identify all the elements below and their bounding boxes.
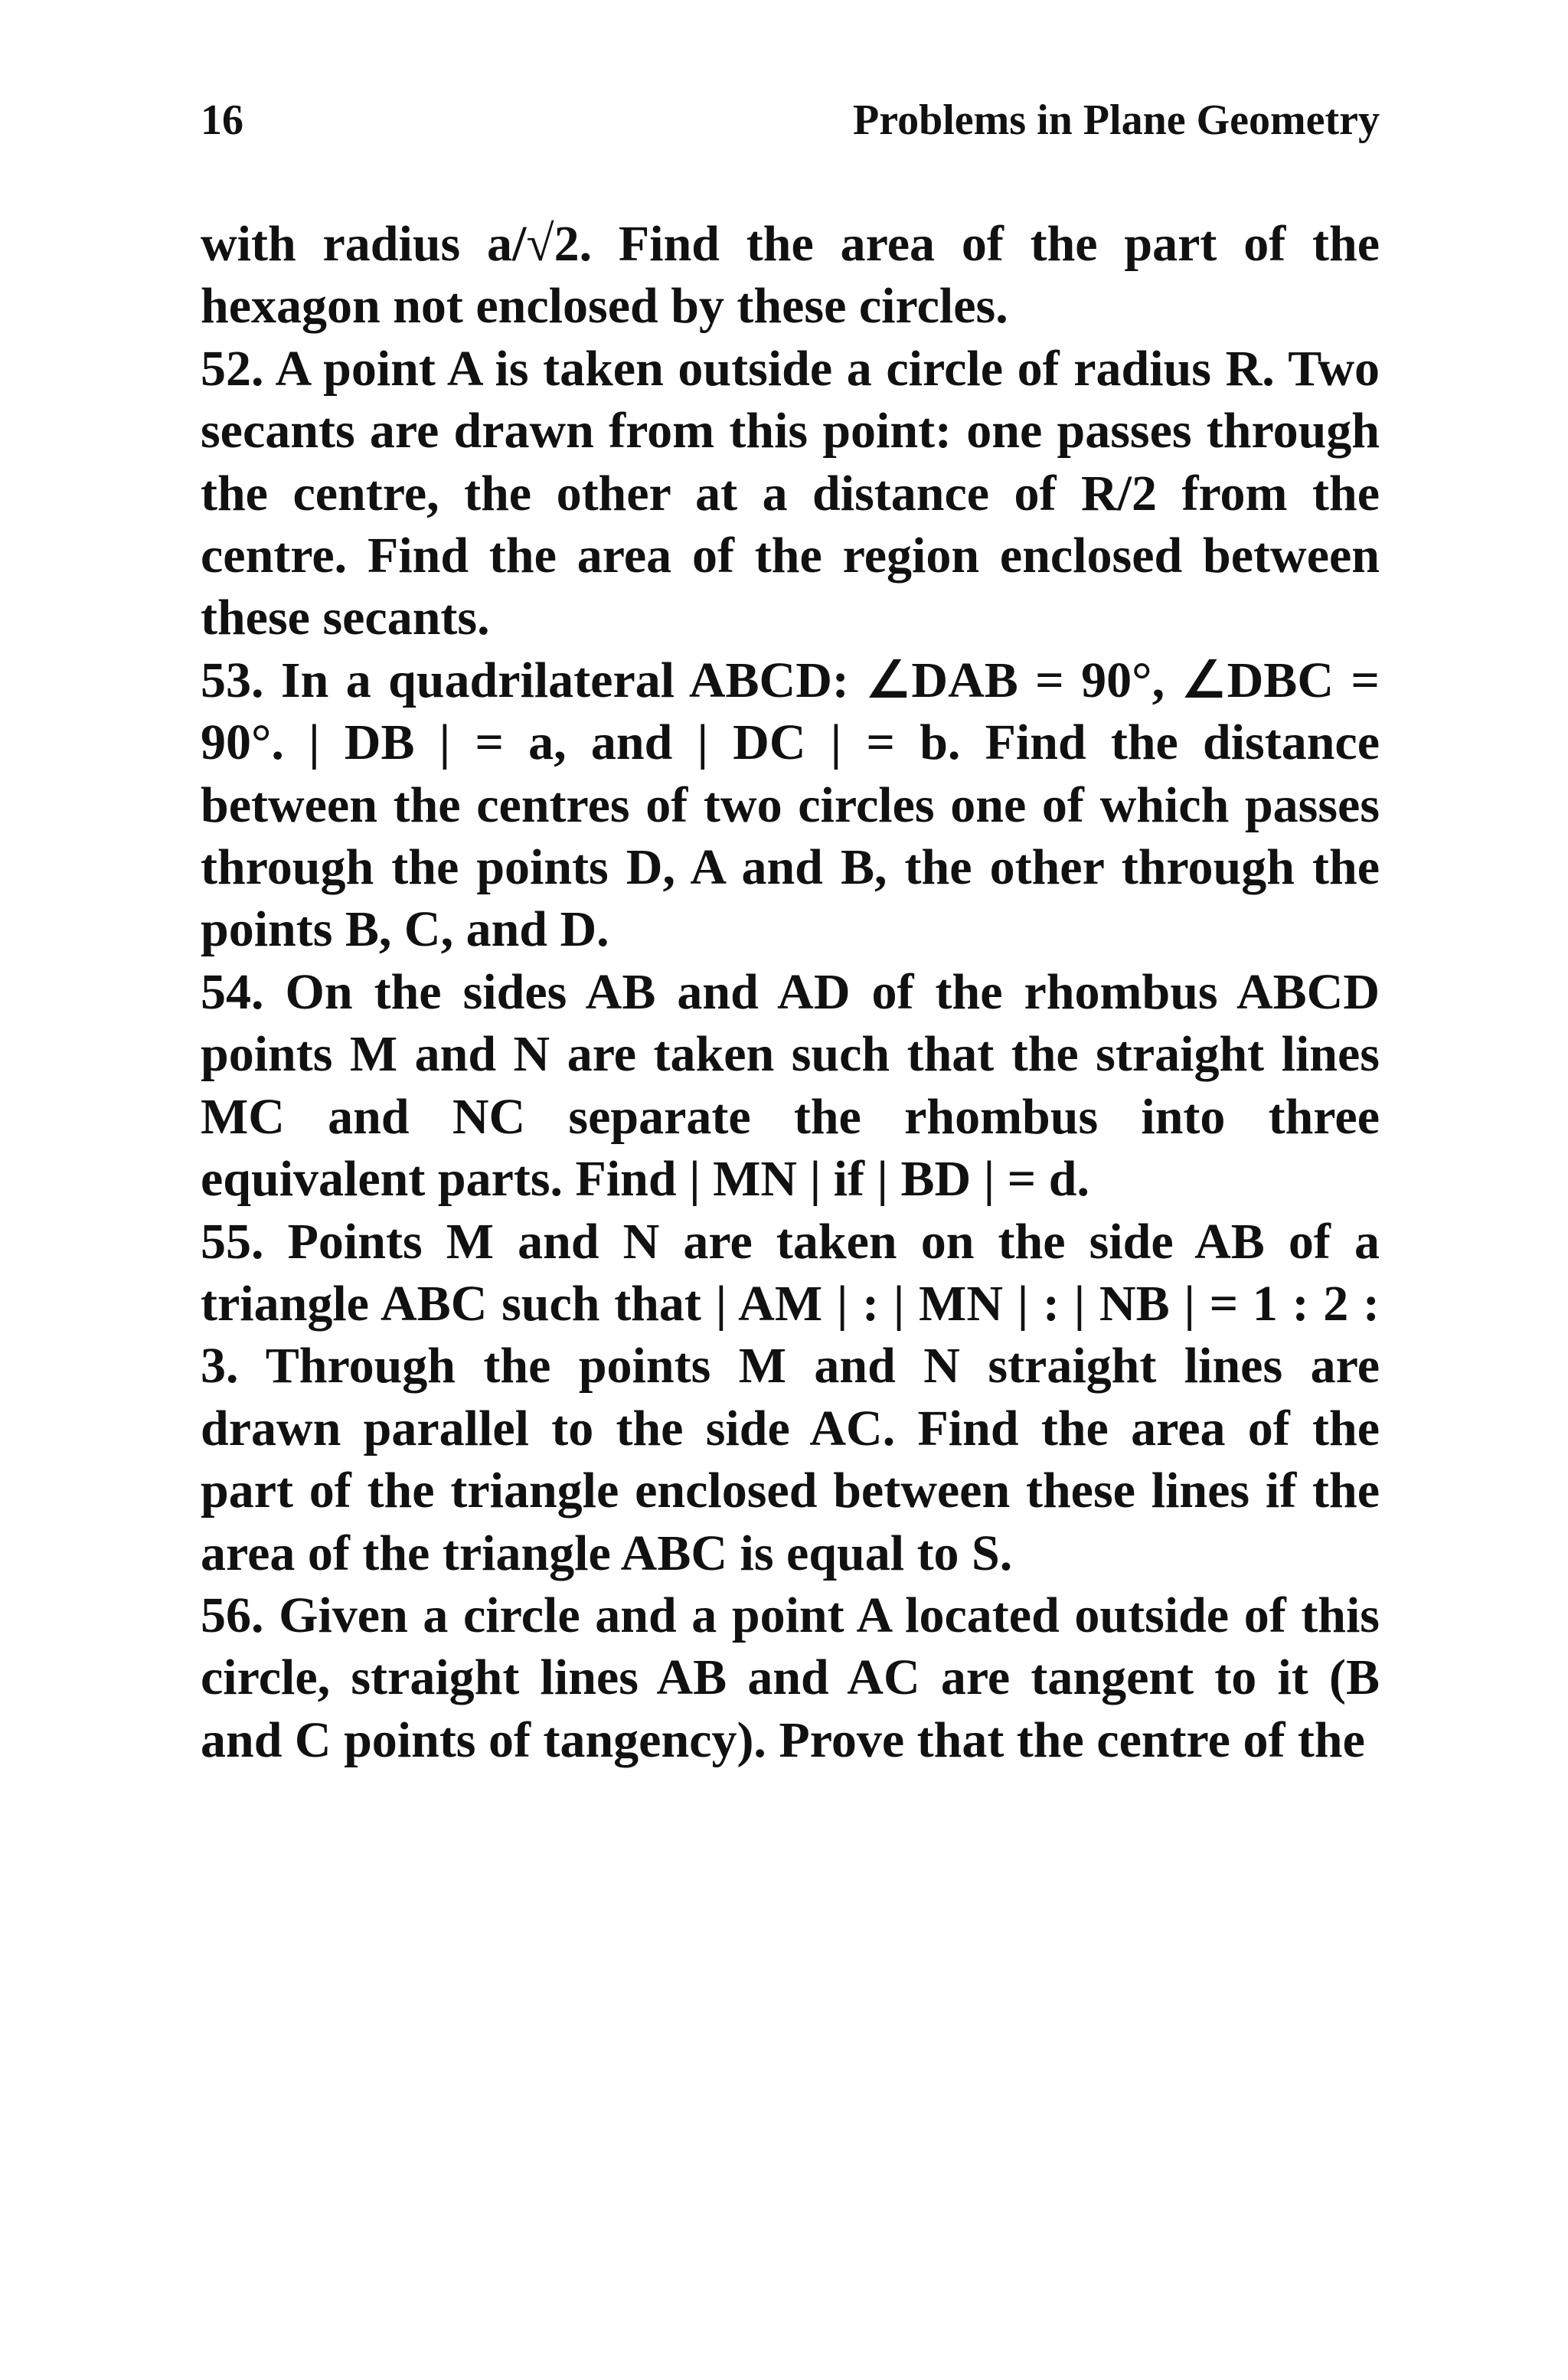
problem-55: 55. Points M and N are taken on the side AB of a triangle ABC such that | AM | : | MN | : | NB | = 1 : 2 : 3. Through the points M and N straight lines are drawn parallel to the side AC. Find the area of the part of the triangle enclosed between these lines if the area of the triangle ABC is equal to S. [201, 1213, 1380, 1581]
problem-54: 54. On the sides AB and AD of the rhombus ABCD points M and N are taken such that the straight lines MC and NC separate the rhombus into three equivalent parts. Find | MN | if | BD | = d. [201, 963, 1380, 1208]
running-head [201, 86, 1380, 155]
paragraph-continued: with radius a/√2. Find the area of the part of the hexagon not enclosed by these circles. [201, 216, 1380, 335]
text-block [201, 213, 1380, 1771]
problem-56: 56. Given a circle and a point A located outside of this circle, straight lines AB and AC are tangent to it (B and C points of tangency). Prove that the centre of the [201, 1587, 1380, 1768]
problem-52: 52. A point A is taken outside a circle of radius R. Two secants are drawn from this point: one passes through the centre, the other at a distance of R/2 from the centre. Find the area of the region enclosed between these secants. [201, 340, 1380, 646]
problem-53: 53. In a quadrilateral ABCD: ∠DAB = 90°, ∠DBC = 90°. | DB | = a, and | DC | = b. Find the distance between the centres of two circles one of which passes through the points D, A and B, the other through the points B, C, and D. [201, 652, 1380, 958]
page-number: 16 [201, 96, 243, 144]
book-title: Problems in Plane Geometry [853, 96, 1380, 144]
